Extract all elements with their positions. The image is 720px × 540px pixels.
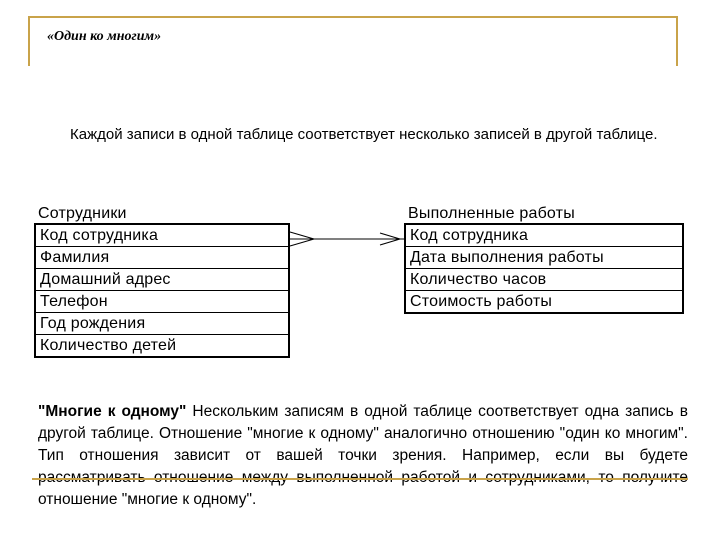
works-table-caption: Выполненные работы: [408, 205, 575, 222]
slide-title: «Один ко многим»: [47, 29, 162, 44]
table-row: Стоимость работы: [410, 293, 553, 310]
table-row: Код сотрудника: [36, 225, 288, 247]
underline-accent: [32, 478, 688, 480]
table-row: Домашний адрес: [36, 269, 288, 291]
many-to-one-paragraph: [38, 401, 688, 511]
table-row: Количество детей: [40, 337, 177, 354]
many-to-one-text: Нескольким записям в одной таблице соответствует одна запись в другой таблице. Отношение "многие к одному" аналогично отношению "один ко многим". Тип отношения зависит от вашей точки зрения. Например, если вы будете отношение "многие к одному".: [38, 403, 688, 508]
many-to-one-lead: "Многие к одному": [38, 403, 187, 420]
table-row: Телефон: [36, 291, 288, 313]
many-end-fork-left: [290, 232, 314, 246]
table-row: Дата выполнения работы: [406, 247, 682, 269]
intro-text: Каждой записи в одной таблице соответствует несколько записей в другой таблице.: [70, 126, 658, 143]
table-row: Фамилия: [36, 247, 288, 269]
table-row: Количество часов: [406, 269, 682, 291]
table-row: Год рождения: [36, 313, 288, 335]
employees-table-caption: Сотрудники: [38, 205, 127, 222]
table-row: Код сотрудника: [406, 225, 682, 247]
